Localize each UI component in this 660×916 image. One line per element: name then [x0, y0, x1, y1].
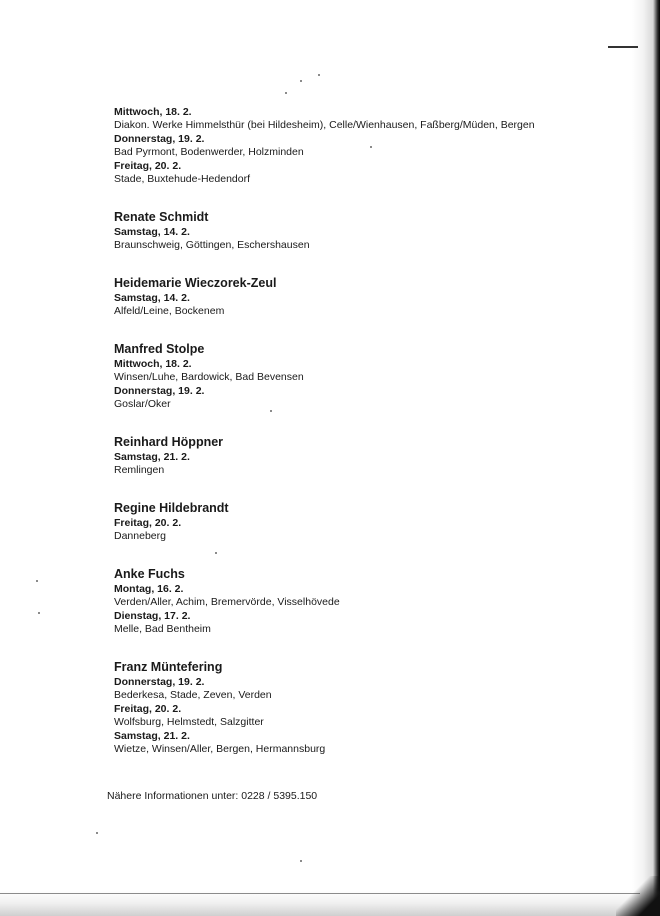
schedule-group-first	[114, 105, 614, 186]
scan-edge-shadow	[632, 0, 660, 916]
entry-date: Dienstag, 17. 2.	[114, 610, 191, 622]
person-name: Franz Müntefering	[114, 660, 223, 674]
person-name: Heidemarie Wieczorek-Zeul	[114, 276, 277, 290]
scan-speck	[370, 146, 372, 148]
entry-places: Bederkesa, Stade, Zeven, Verden	[114, 689, 272, 701]
entry-date: Freitag, 20. 2.	[114, 703, 182, 715]
scan-corner-shadow	[616, 876, 660, 916]
entry-places: Remlingen	[114, 464, 165, 476]
scan-top-mark	[608, 46, 638, 48]
scan-speck	[36, 580, 38, 582]
entry-date: Freitag, 20. 2.	[114, 517, 182, 529]
entry-places: Danneberg	[114, 530, 166, 542]
scan-bottom-line	[0, 893, 640, 894]
person-block-stolpe	[114, 341, 614, 411]
entry-date: Samstag, 21. 2.	[114, 730, 190, 742]
person-block-muentefering	[114, 659, 614, 756]
info-footer: Nähere Informationen unter: 0228 / 5395.150	[107, 790, 318, 802]
entry-date: Freitag, 20. 2.	[114, 160, 182, 172]
person-name: Renate Schmidt	[114, 210, 209, 224]
entry-places: Goslar/Oker	[114, 398, 171, 410]
person-name: Regine Hildebrandt	[114, 501, 229, 515]
entry-date: Montag, 16. 2.	[114, 583, 184, 595]
entry-date: Donnerstag, 19. 2.	[114, 133, 205, 145]
person-name: Reinhard Höppner	[114, 435, 224, 449]
scan-speck	[300, 860, 302, 862]
scan-speck	[96, 832, 98, 834]
scan-speck	[318, 74, 320, 76]
entry-places: Diakon. Werke Himmelsthür (bei Hildesheim), Celle/Wienhausen, Faßberg/Müden, Bergen	[114, 119, 535, 131]
scan-speck	[300, 80, 302, 82]
person-block-schmidt	[114, 209, 614, 252]
person-name: Manfred Stolpe	[114, 342, 205, 356]
person-block-hoeppner	[114, 434, 614, 477]
entry-places: Verden/Aller, Achim, Bremervörde, Visselhövede	[114, 596, 340, 608]
person-name: Anke Fuchs	[114, 567, 185, 581]
entry-date: Samstag, 21. 2.	[114, 451, 190, 463]
entry-places: Wietze, Winsen/Aller, Bergen, Hermannsburg	[114, 743, 326, 755]
schedule-list	[114, 105, 614, 756]
entry-date: Donnerstag, 19. 2.	[114, 385, 205, 397]
scan-speck	[215, 552, 217, 554]
entry-date: Mittwoch, 18. 2.	[114, 106, 192, 118]
entry-places: Melle, Bad Bentheim	[114, 623, 211, 635]
entry-places: Wolfsburg, Helmstedt, Salzgitter	[114, 716, 264, 728]
entry-date: Mittwoch, 18. 2.	[114, 358, 192, 370]
entry-places: Winsen/Luhe, Bardowick, Bad Bevensen	[114, 371, 304, 383]
entry-date: Samstag, 14. 2.	[114, 226, 190, 238]
scan-speck	[270, 410, 272, 412]
entry-places: Braunschweig, Göttingen, Eschershausen	[114, 239, 310, 251]
scan-speck	[285, 92, 287, 94]
person-block-wieczorek-zeul	[114, 275, 614, 318]
person-block-fuchs	[114, 566, 614, 636]
entry-date: Donnerstag, 19. 2.	[114, 676, 205, 688]
entry-places: Bad Pyrmont, Bodenwerder, Holzminden	[114, 146, 304, 158]
entry-date: Samstag, 14. 2.	[114, 292, 190, 304]
entry-places: Alfeld/Leine, Bockenem	[114, 305, 225, 317]
person-block-hildebrandt	[114, 500, 614, 543]
scan-speck	[38, 612, 40, 614]
entry-places: Stade, Buxtehude-Hedendorf	[114, 173, 251, 185]
